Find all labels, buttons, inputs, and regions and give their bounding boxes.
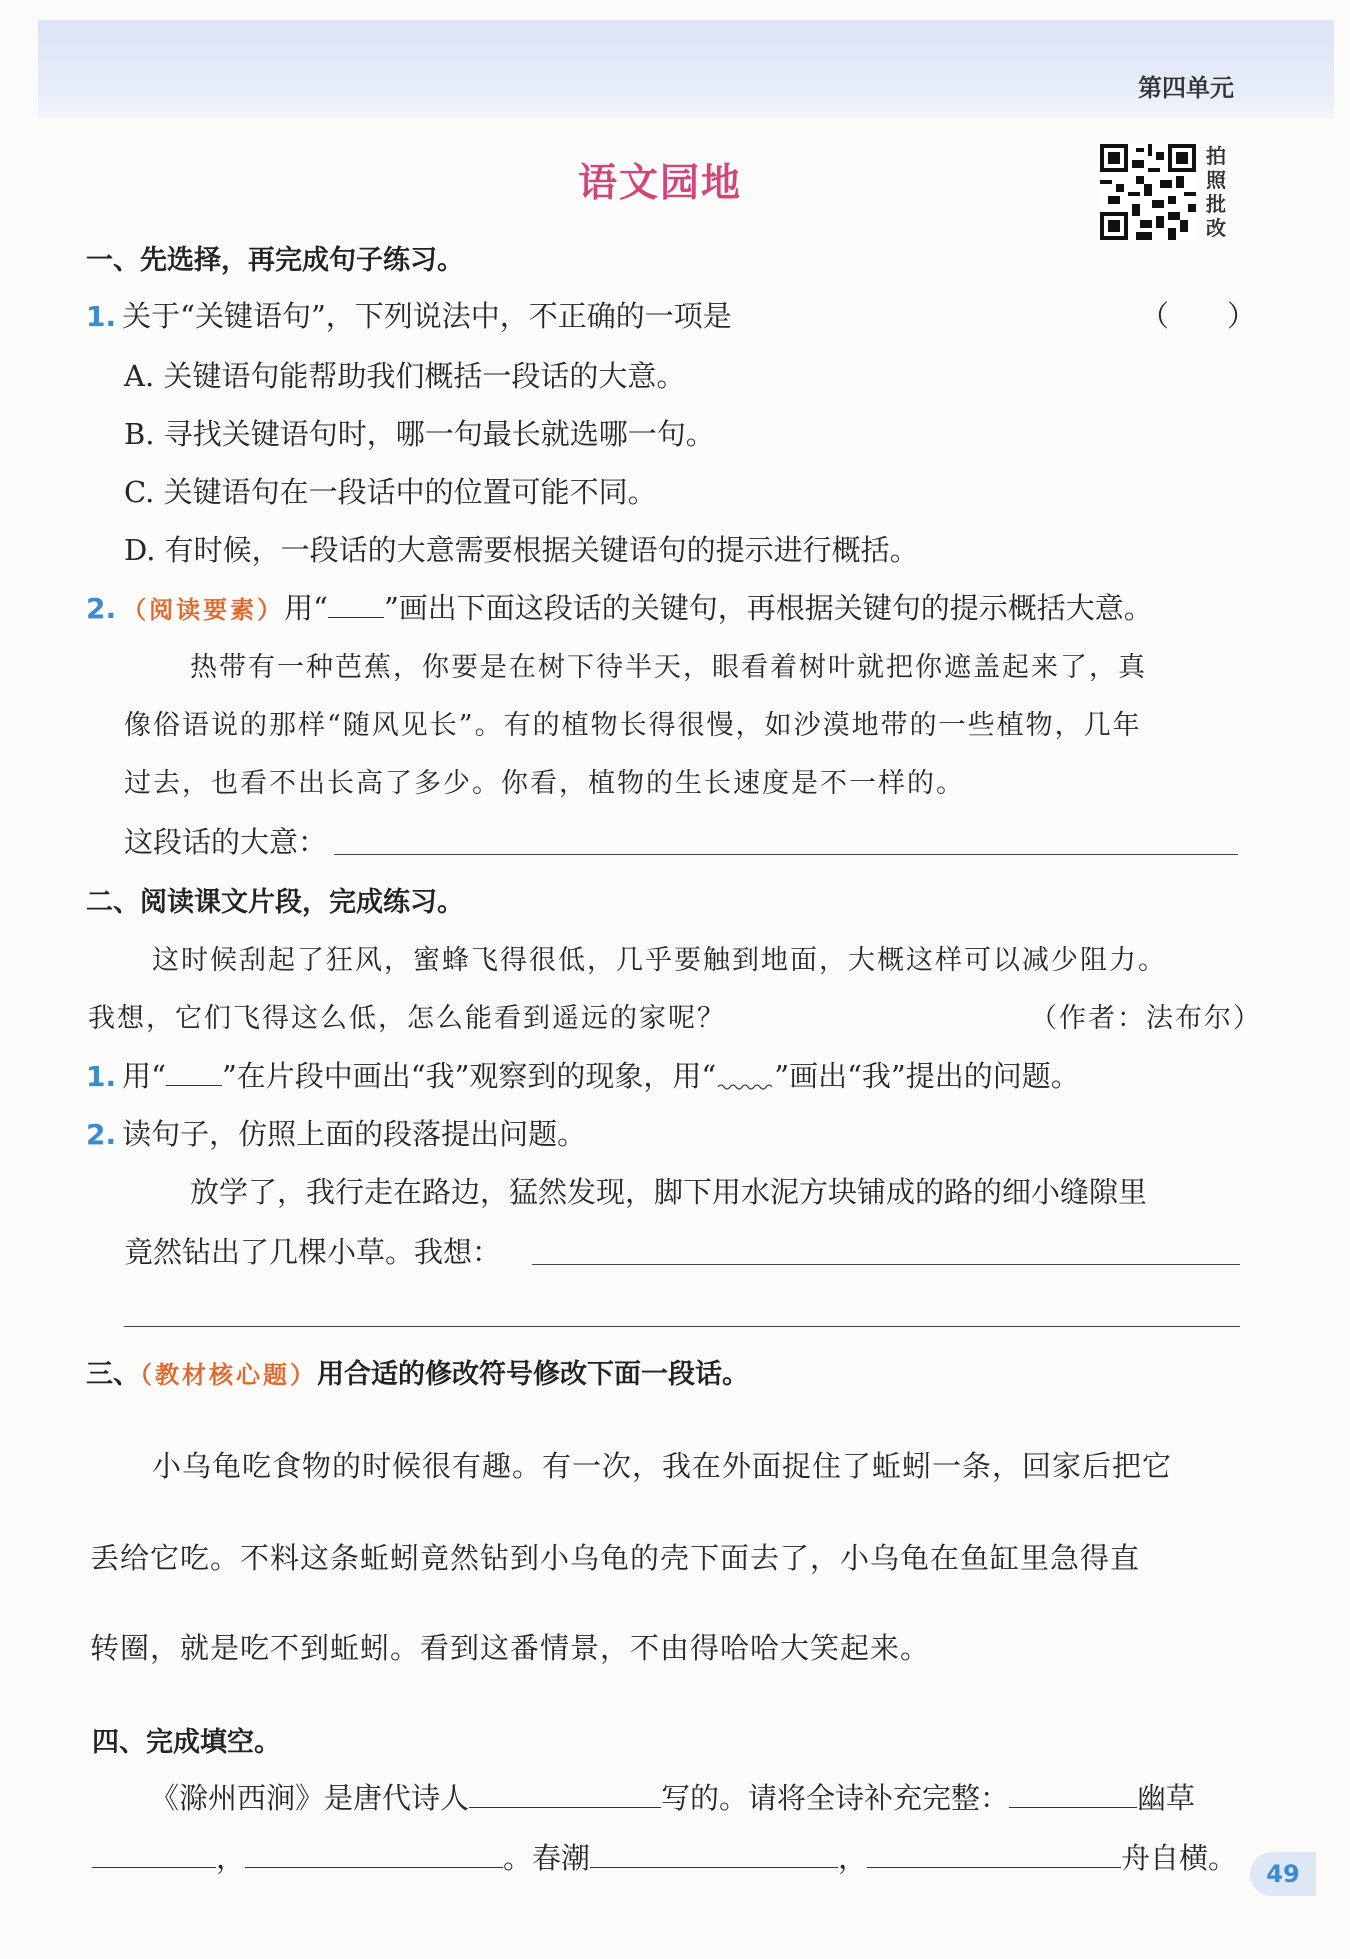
question-answer-line-2[interactable]	[124, 1326, 1240, 1327]
qr-code-icon	[1100, 144, 1196, 240]
s1-question-1	[86, 294, 732, 335]
poem-blank[interactable]	[245, 1841, 503, 1868]
poem-blank[interactable]	[92, 1841, 216, 1868]
q-number: 1.	[86, 300, 117, 333]
option-d: D. 有时候，一段话的大意需要根据关键语句的提示进行概括。	[124, 533, 919, 567]
excerpt-line: 这时候刮起了狂风，蜜蜂飞得很低，几乎要触到地面，大概这样可以减少阻力。	[152, 945, 1167, 976]
reading-tag: （阅读要素）	[122, 595, 285, 624]
option-a: A. 关键语句能帮助我们概括一段话的大意。	[124, 359, 686, 393]
q-pre: 用“	[122, 1059, 166, 1093]
fill-text: 写的。请将全诗补充完整：	[661, 1781, 1010, 1815]
author-label: （作者：法布尔）	[1030, 1003, 1262, 1034]
wavy-line-symbol	[716, 1060, 774, 1086]
fill-text: 。春潮	[503, 1841, 591, 1875]
prompt-line: 放学了，我行走在路边，猛然发现，脚下用水泥方块铺成的路的细小缝隙里	[190, 1175, 1148, 1209]
fill-text: 舟自横。	[1121, 1841, 1238, 1875]
q2-post: ”画出下面这段话的关键句，再根据关键句的提示概括大意。	[383, 591, 1153, 625]
s1-question-2	[86, 586, 1153, 627]
s2-question-2	[86, 1112, 586, 1153]
fill-line-1	[150, 1776, 1195, 1817]
section4-heading: 四、完成填空。	[92, 1727, 281, 1758]
answer-paren[interactable]: （ ）	[1140, 299, 1257, 333]
option-b: B. 寻找关键语句时，哪一句最长就选哪一句。	[124, 417, 715, 451]
fill-text: ，	[838, 1841, 868, 1875]
excerpt-line: 我想，它们飞得这么低，怎么能看到遥远的家呢？	[88, 1003, 726, 1034]
s2-question-1	[86, 1054, 1080, 1095]
prompt-line: 竟然钻出了几棵小草。我想：	[124, 1235, 502, 1269]
page-number: 49	[1250, 1852, 1316, 1896]
fill-text: 幽草	[1137, 1781, 1196, 1815]
poem-blank[interactable]	[590, 1841, 838, 1868]
q-number: 2.	[86, 592, 117, 625]
s3-prefix: 三、	[86, 1359, 140, 1390]
option-c: C. 关键语句在一段话中的位置可能不同。	[124, 475, 657, 509]
edit-paragraph-line[interactable]: 转圈，就是吃不到蚯蚓。看到这番情景，不由得哈哈大笑起来。	[90, 1631, 931, 1665]
poem-blank[interactable]	[867, 1841, 1121, 1868]
q-mid: ”在片段中画出“我”观察到的现象，用“	[221, 1059, 717, 1093]
q-number: 2.	[86, 1118, 117, 1151]
core-tag: （教材核心题）	[140, 1361, 317, 1389]
passage-line: 像俗语说的那样“随风见长”。有的植物长得很慢，如沙漠地带的一些植物，几年	[124, 710, 1142, 741]
fill-line-2	[92, 1836, 1237, 1877]
summary-label: 这段话的大意：	[124, 825, 328, 859]
q2-text: 读句子，仿照上面的段落提出问题。	[122, 1117, 587, 1151]
q1-text: 关于“关键语句”，下列说法中，不正确的一项是	[122, 299, 732, 333]
passage-line: 热带有一种芭蕉，你要是在树下待半天，眼看着树叶就把你遮盖起来了，真	[190, 652, 1147, 683]
summary-answer-line[interactable]	[334, 854, 1238, 855]
straight-line-symbol	[328, 591, 384, 618]
edit-paragraph-line[interactable]: 小乌龟吃食物的时候很有趣。有一次，我在外面捉住了蚯蚓一条，回家后把它	[152, 1449, 1173, 1483]
section1-heading: 一、先选择，再完成句子练习。	[86, 245, 464, 276]
question-answer-line[interactable]	[532, 1264, 1240, 1265]
q2-pre: 用“	[284, 591, 328, 625]
straight-line-symbol	[166, 1059, 222, 1086]
unit-label: 第四单元	[1138, 74, 1234, 102]
qr-label: 拍照批改	[1206, 144, 1226, 240]
fill-text: 《滁州西涧》是唐代诗人	[150, 1781, 470, 1815]
s3-heading-text: 用合适的修改符号修改下面一段话。	[317, 1359, 749, 1390]
poet-blank[interactable]	[469, 1781, 661, 1808]
passage-line: 过去，也看不出长高了多少。你看，植物的生长速度是不一样的。	[124, 768, 965, 799]
q-post: ”画出“我”提出的问题。	[774, 1059, 1080, 1093]
q-number: 1.	[86, 1060, 117, 1093]
section2-heading: 二、阅读课文片段，完成练习。	[86, 887, 464, 918]
fill-text: ，	[216, 1841, 246, 1875]
edit-paragraph-line[interactable]: 丢给它吃。不料这条蚯蚓竟然钻到小乌龟的壳下面去了，小乌龟在鱼缸里急得直	[90, 1541, 1141, 1575]
page-title: 语文园地	[578, 161, 743, 206]
poem-blank[interactable]	[1009, 1781, 1137, 1808]
section3-heading	[86, 1352, 749, 1391]
